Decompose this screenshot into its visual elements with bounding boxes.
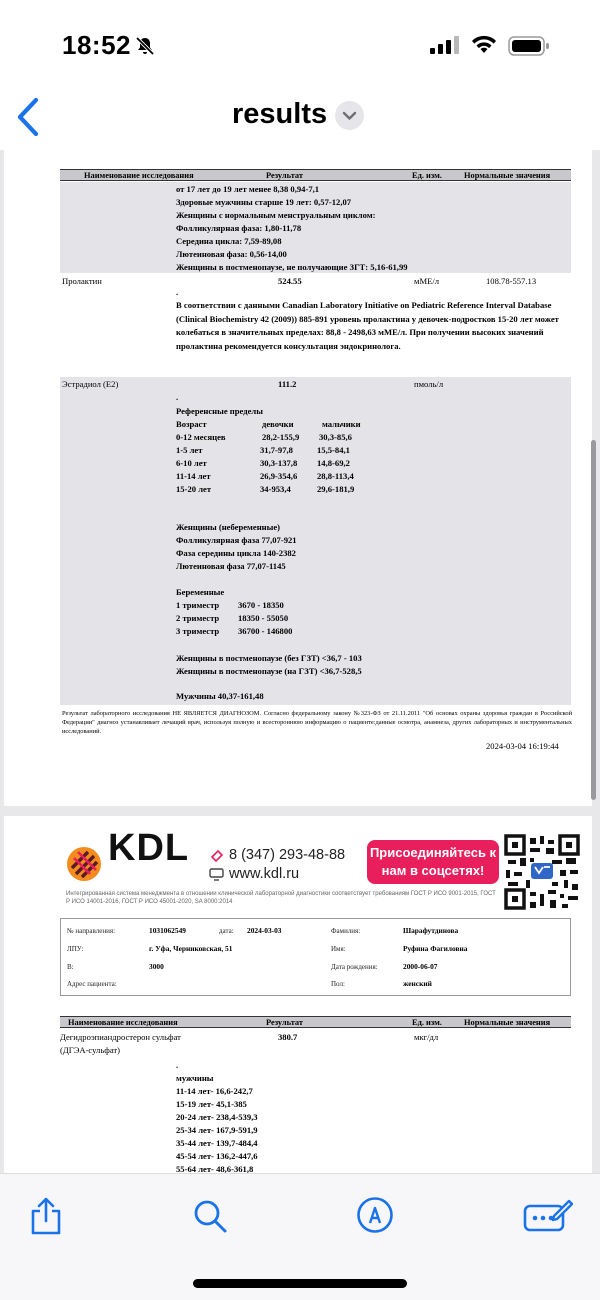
- surname-label: Фамилия:: [331, 927, 361, 935]
- col-header-result: Результат: [266, 1018, 303, 1027]
- contact-phone: 8 (347) 293-48-88: [229, 847, 346, 863]
- battery-icon: [508, 36, 550, 56]
- col-header-name: Наименование исследования: [68, 1018, 178, 1027]
- pregnant-title: Беременные: [176, 587, 225, 597]
- status-bar: [0, 0, 600, 90]
- dob-label: Дата рождения:: [331, 963, 378, 971]
- dhea-range-line: 35-44 лет- 139,7-484,4: [176, 1138, 258, 1148]
- women-line: Фолликулярная фаза 77,07-921: [176, 535, 297, 545]
- test-name-dhea: Дегидроэпиандростерон сульфат: [60, 1032, 181, 1042]
- postmeno-line: Женщины в постменопаузе (без ГЗТ) <36,7 - 103: [176, 653, 362, 663]
- pregnant-cell: 36700 - 146800: [238, 626, 293, 636]
- contact-block: [209, 846, 345, 884]
- bell-slash-icon: [134, 35, 156, 57]
- ref-table-header-girls: девочки: [262, 419, 294, 429]
- test-norm-prolactin: 108.78-557.13: [486, 276, 537, 286]
- monitor-icon: [209, 867, 224, 882]
- status-time: 18:52: [62, 30, 131, 60]
- dhea-range-line: 11-14 лет- 16,6-242,7: [176, 1086, 253, 1096]
- markup-pen-icon[interactable]: [356, 1196, 394, 1234]
- back-chevron-icon[interactable]: [10, 94, 46, 140]
- ref-table-header-age: Возраст: [176, 419, 207, 429]
- norm-text-line: Женщины с нормальным менструальным циклом:: [176, 210, 376, 220]
- cellular-signal-icon: [430, 36, 460, 54]
- ref-table-cell: 14,8-69,2: [317, 458, 350, 468]
- v-value: 3000: [149, 962, 164, 971]
- vertical-scrollbar[interactable]: [591, 440, 596, 800]
- ref-table-header-boys: мальчики: [322, 419, 361, 429]
- col-header-name: Наименование исследования: [84, 171, 194, 180]
- results-table-header: [60, 1016, 571, 1028]
- ref-table-cell: 28,8-113,4: [317, 471, 354, 481]
- dot-marker: .: [176, 392, 179, 402]
- dot-marker: .: [176, 1060, 179, 1070]
- ref-table-cell: 30,3-137,8: [260, 458, 298, 468]
- search-icon[interactable]: [192, 1198, 228, 1234]
- test-unit-prolactin: мМЕ/л: [414, 276, 440, 286]
- ref-table-cell: 31,7-97,8: [260, 445, 293, 455]
- ref-table-cell: 1-5 лет: [176, 445, 203, 455]
- col-header-result: Результат: [266, 171, 303, 180]
- women-line: Фаза середины цикла 140-2382: [176, 548, 296, 558]
- pregnant-cell: 18350 - 55050: [238, 613, 289, 623]
- postmeno-line: Женщины в постменопаузе (на ГЗТ) <36,7-528,5: [176, 666, 362, 676]
- test-unit-estradiol: пмоль/л: [414, 379, 444, 389]
- ref-limits-title: Референсные пределы: [176, 406, 263, 416]
- sex-label: Пол:: [331, 980, 345, 988]
- men-line: Мужчины 40,37-161,48: [176, 691, 264, 701]
- kdl-logo-icon: [66, 846, 102, 882]
- more-options-icon[interactable]: [522, 1196, 574, 1234]
- col-header-unit: Ед. изм.: [412, 1018, 442, 1027]
- women-line: Женщины (небеременные): [176, 522, 281, 532]
- referral-value: 1031062549: [149, 926, 186, 935]
- name-label: Имя:: [331, 945, 346, 953]
- col-header-norm: Нормальные значения: [464, 1018, 551, 1027]
- surname-value: Шарафутдинова: [403, 926, 459, 935]
- norm-text-line: Середина цикла: 7,59-89,08: [176, 236, 282, 246]
- ref-table-cell: 26,9-354,6: [260, 471, 298, 481]
- chevron-down-icon: [335, 101, 364, 130]
- name-value: Руфина Фагиловна: [403, 944, 468, 953]
- results-table-header: [60, 169, 571, 181]
- ref-table-cell: 6-10 лет: [176, 458, 207, 468]
- test-result-estradiol: 111.2: [278, 379, 297, 389]
- pregnant-cell: 1 триместр: [176, 600, 220, 610]
- women-line: Лютеиновая фаза 77,07-1145: [176, 561, 286, 571]
- norm-text-line: Женщины в постменопаузе, не получающие ЗГТ: 5,16-61,99: [176, 262, 408, 272]
- dhea-range-line: 15-19 лет- 45,1-385: [176, 1099, 247, 1109]
- v-label: В:: [67, 963, 74, 971]
- disclaimer-footnote: Результат лабораторного исследования НЕ ЯВЛЯЕТСЯ ДИАГНОЗОМ. Согласно федеральному закону №323-ФЗ от 21.11.2011 "Об основах охраны здоровья граждан в Российской Федерации" диагноз устанавливает лечащий врач, используя полную и всестороннюю информацию о пациенте:данные осмотра, анамнеза, других лабораторных и инструментальных исследований.: [62, 710, 572, 735]
- title-menu-button[interactable]: [335, 101, 364, 130]
- ref-table-cell: 0-12 месяцев: [176, 432, 226, 442]
- dhea-range-line: 55-64 лет- 48,6-361,8: [176, 1164, 254, 1173]
- ref-table-cell: 29,6-181,9: [317, 484, 355, 494]
- prolactin-note: В соответствии с данными Canadian Laboratory Initiative on Pediatric Reference Interval Database (Clinical Biochemistry 42 (2009)) 885-891 уровень пролактина у девочек-подростков 15-20 лет может колебаться в значительных пределах: 88,8 - 2498,63 мМЕ/л. При получении высоких значений пролактина рекомендуется консультация эндокринолога.: [176, 300, 559, 351]
- norm-text-line: Лютеиновая фаза: 0,56-14,00: [176, 249, 287, 259]
- dhea-men-title: мужчины: [176, 1073, 214, 1083]
- ref-table-cell: 34-953,4: [260, 484, 291, 494]
- qr-code-icon: [504, 834, 580, 910]
- pregnant-cell: 3 триместр: [176, 626, 220, 636]
- col-header-norm: Нормальные значения: [464, 171, 551, 180]
- test-result-prolactin: 524.55: [278, 276, 302, 286]
- nav-bar: [0, 90, 600, 150]
- dhea-range-line: 20-24 лет- 238,4-539,3: [176, 1112, 258, 1122]
- ref-table-cell: 30,3-85,6: [319, 432, 352, 442]
- document-viewer[interactable]: [0, 150, 600, 1173]
- test-name-prolactin: Пролактин: [62, 276, 102, 286]
- pregnant-cell: 2 триместр: [176, 613, 220, 623]
- dot-marker: .: [176, 287, 179, 297]
- wifi-icon: [470, 34, 498, 54]
- bottom-toolbar: [0, 1173, 600, 1300]
- lpu-label: ЛПУ:: [67, 945, 84, 953]
- document-title[interactable]: results: [232, 98, 328, 130]
- pdf-page-2: [4, 816, 592, 1173]
- pdf-page-1: [4, 150, 592, 806]
- norm-text-line: Фолликулярная фаза: 1,80-11,78: [176, 223, 302, 233]
- address-label: Адрес пациента:: [67, 980, 117, 988]
- test-result-dhea: 380.7: [278, 1032, 298, 1042]
- kdl-logo-text: KDL: [108, 827, 190, 869]
- norm-text-line: от 17 лет до 19 лет менее 8,38 0,94-7,1: [176, 184, 320, 194]
- ref-table-cell: 28,2-155,9: [262, 432, 300, 442]
- ref-table-cell: 15-20 лет: [176, 484, 212, 494]
- iso-certification-text: Интегрированная система менеджмента в отношении клинической лабораторной диагностики соответствует требованиям ГОСТ Р ИСО 9001-2015, ГОСТ Р ИСО 14001-2016, ГОСТ Р ИСО 45001-2020, SA 8000:2014: [66, 891, 496, 905]
- test-name-estradiol: Эстрадиол (E2): [62, 379, 119, 389]
- phone-tag-icon: [209, 848, 224, 863]
- report-timestamp: 2024-03-04 16:19:44: [486, 741, 559, 751]
- col-header-unit: Ед. изм.: [412, 171, 442, 180]
- ref-table-cell: 15,5-84,1: [317, 445, 350, 455]
- referral-label: № направления:: [67, 927, 116, 935]
- norm-text-line: Здоровые мужчины старше 19 лет: 0,57-12,07: [176, 197, 352, 207]
- dhea-range-line: 25-34 лет- 167,9-591,9: [176, 1125, 258, 1135]
- date-value: 2024-03-03: [247, 926, 282, 935]
- dhea-range-line: 45-54 лет- 136,2-447,6: [176, 1151, 258, 1161]
- pregnant-cell: 3670 - 18350: [238, 600, 284, 610]
- dob-value: 2000-06-07: [403, 962, 438, 971]
- test-name-dhea-line2: (ДГЭА-сульфат): [60, 1045, 121, 1055]
- patient-info-box: [60, 918, 571, 996]
- ref-table-cell: 11-14 лет: [176, 471, 211, 481]
- social-banner: Присоединяйтесь к нам в соцсетях!: [367, 840, 499, 884]
- share-icon[interactable]: [28, 1196, 64, 1236]
- home-indicator: [193, 1279, 407, 1288]
- contact-website: www.kdl.ru: [229, 866, 300, 882]
- lpu-value: г. Уфа, Черниковская, 51: [149, 944, 233, 953]
- sex-value: женский: [403, 979, 432, 988]
- test-unit-dhea: мкг/дл: [414, 1032, 439, 1042]
- date-label: дата:: [219, 927, 234, 935]
